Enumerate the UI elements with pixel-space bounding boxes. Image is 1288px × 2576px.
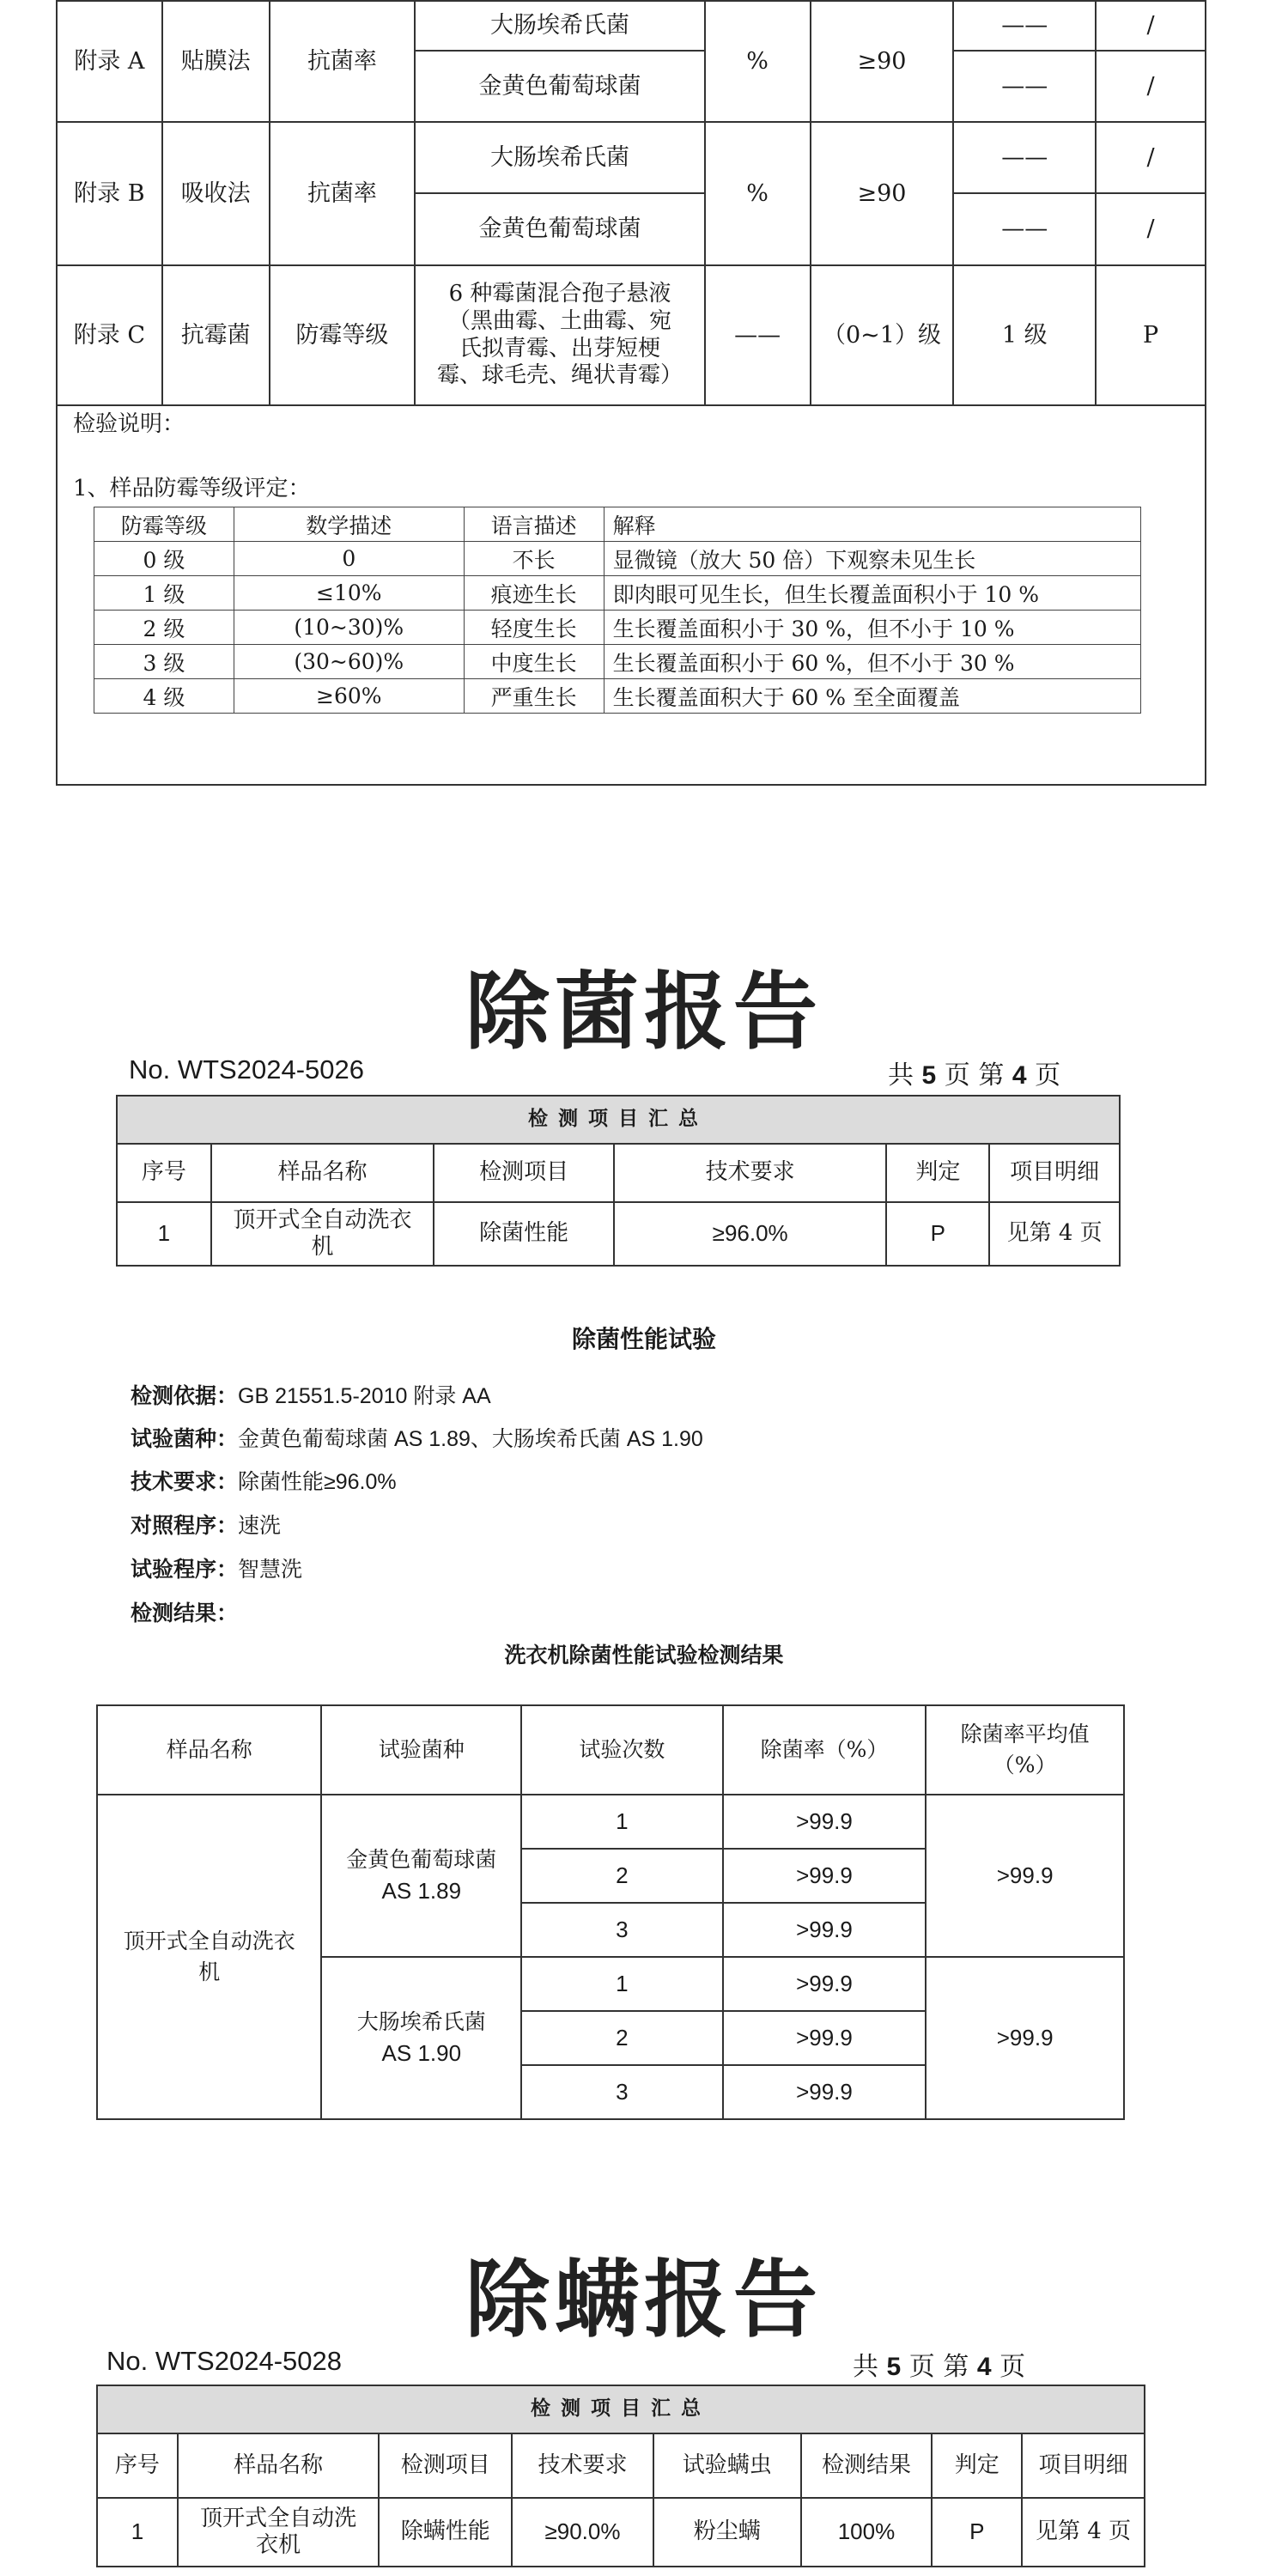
judge-cell: /: [1096, 122, 1206, 193]
table-cell: 1 级: [94, 576, 234, 611]
sterilization-rate: >99.9: [723, 2011, 927, 2065]
item-cell: 防霉等级: [270, 265, 416, 405]
result-cell: 1 级: [953, 265, 1096, 405]
sterilization-rate: >99.9: [723, 1903, 927, 1957]
table-cell: 即肉眼可见生长，但生长覆盖面积小于 10 %: [604, 576, 1140, 611]
test-basis: 检测依据：GB 21551.5-2010 附录 AA: [131, 1383, 491, 1408]
column-header: 试验螨虫: [653, 2433, 801, 2498]
average-rate: >99.9: [926, 1795, 1124, 1957]
trial-number: 2: [521, 2011, 723, 2065]
trial-number: 2: [521, 1849, 723, 1903]
sample-name: 顶开式全自动洗 衣机: [178, 2498, 380, 2567]
table-row: [97, 2498, 1145, 2567]
summary-header: 检测项目汇总: [97, 2385, 1145, 2433]
test-item: 除螨性能: [379, 2498, 512, 2567]
tech-requirement: ≥96.0%: [614, 1202, 887, 1266]
note-1: 1、样品防霉等级评定：: [73, 476, 311, 501]
requirement-cell: ≥90: [811, 122, 954, 265]
sample-name: 顶开式全自动洗衣 机: [211, 1202, 434, 1266]
result-cell: ——: [953, 1, 1096, 51]
mite-report-title: 除螨报告: [465, 2251, 823, 2349]
row-number: 1: [97, 2498, 178, 2567]
table-row: [117, 1202, 1120, 1266]
test-mite: 粉尘螨: [653, 2498, 801, 2567]
column-header: 检测项目: [379, 2433, 512, 2498]
judge-cell: /: [1096, 193, 1206, 265]
total-pages: 5: [921, 1061, 937, 1090]
column-header: 检测结果: [801, 2433, 933, 2498]
column-header: 数学描述: [234, 507, 464, 542]
unit-cell: %: [705, 122, 811, 265]
average-rate: >99.9: [926, 1957, 1124, 2119]
strain-line: （黑曲霉、土曲霉、宛: [447, 307, 671, 334]
test-strains: 试验菌种：金黄色葡萄球菌 AS 1.89、大肠埃希氏菌 AS 1.90: [131, 1426, 703, 1451]
strain-line: 6 种霉菌混合孢子悬液: [448, 281, 671, 307]
test-strain: 大肠埃希氏菌 AS 1.90: [321, 1957, 521, 2119]
column-header: 样品名称: [178, 2433, 380, 2498]
table-row: [97, 1795, 1124, 1849]
tech-requirement-line: 技术要求：除菌性能≥96.0%: [131, 1469, 397, 1494]
table-row: [94, 576, 1141, 611]
judge-cell: /: [1096, 1, 1206, 51]
appendix-section: [56, 0, 1206, 786]
row-number: 1: [117, 1202, 211, 1266]
trial-number: 3: [521, 1903, 723, 1957]
table-header-row: [97, 2433, 1145, 2498]
result-table-title: 洗衣机除菌性能试验检测结果: [504, 1643, 784, 1668]
sterilization-rate: >99.9: [723, 1957, 927, 2011]
table-cell: (10~30)%: [234, 611, 464, 645]
table-cell: 2 级: [94, 611, 234, 645]
table-cell: (30~60)%: [234, 645, 464, 679]
column-header: 判定: [886, 1144, 989, 1202]
notes-title: 检验说明：: [73, 411, 185, 437]
table-cell: 痕迹生长: [464, 576, 604, 611]
table-cell: 中度生长: [464, 645, 604, 679]
requirement-cell: （0~1）级: [811, 265, 954, 405]
bacteria-cell: 大肠埃希氏菌: [415, 122, 704, 193]
column-header: 解释: [604, 507, 1140, 542]
column-header: 样品名称: [97, 1705, 321, 1795]
table-cell: 轻度生长: [464, 611, 604, 645]
judge-cell: P: [1096, 265, 1206, 405]
report-number: No. WTS2024-5028: [106, 2346, 342, 2376]
bacteria-cell: 大肠埃希氏菌: [415, 1, 704, 51]
column-header: 项目明细: [989, 1144, 1120, 1202]
table-cell: ≥60%: [234, 679, 464, 714]
strain-cell: [415, 265, 704, 405]
unit-cell: ——: [705, 265, 811, 405]
summary-header-row: [97, 2385, 1145, 2433]
current-page: 4: [1012, 1061, 1027, 1090]
test-result: 100%: [801, 2498, 933, 2567]
column-header: 序号: [117, 1144, 211, 1202]
table-row: [94, 679, 1141, 714]
bacteria-cell: 金黄色葡萄球菌: [415, 193, 704, 265]
trial-number: 1: [521, 1795, 723, 1849]
table-cell: 4 级: [94, 679, 234, 714]
item-detail: 见第 4 页: [989, 1202, 1120, 1266]
column-header: 判定: [932, 2433, 1022, 2498]
table-row: [94, 645, 1141, 679]
appendix-cell: 附录 A: [57, 1, 162, 122]
test-section-title: 除菌性能试验: [571, 1325, 716, 1353]
summary-header-row: [117, 1096, 1120, 1144]
report-number: No. WTS2024-5026: [129, 1054, 364, 1084]
table-row: [94, 542, 1141, 576]
column-header: 试验菌种: [321, 1705, 521, 1795]
item-detail: 见第 4 页: [1022, 2498, 1145, 2567]
column-header: 技术要求: [512, 2433, 653, 2498]
appendix-cell: 附录 C: [57, 265, 162, 405]
judgement: P: [932, 2498, 1022, 2567]
result-cell: ——: [953, 51, 1096, 122]
method-cell: 贴膜法: [162, 1, 270, 122]
table-cell: 不长: [464, 542, 604, 576]
column-header: 项目明细: [1022, 2433, 1145, 2498]
page-indicator: 共 5 页 第 4 页: [888, 1060, 1061, 1091]
test-item: 除菌性能: [434, 1202, 614, 1266]
mold-grade-table: [94, 507, 1141, 714]
summary-header: 检测项目汇总: [117, 1096, 1120, 1144]
table-row: [94, 611, 1141, 645]
trial-number: 3: [521, 2065, 723, 2119]
table-cell: 生长覆盖面积小于 60 %，但不小于 30 %: [604, 645, 1140, 679]
column-header: 技术要求: [614, 1144, 887, 1202]
sterilization-result-table: [96, 1704, 1125, 2120]
item-cell: 抗菌率: [270, 122, 416, 265]
control-program: 对照程序：速洗: [131, 1513, 282, 1538]
table-cell: ≤10%: [234, 576, 464, 611]
method-cell: 吸收法: [162, 122, 270, 265]
table-row: [57, 1, 1206, 51]
item-cell: 抗菌率: [270, 1, 416, 122]
test-program: 试验程序：智慧洗: [131, 1557, 303, 1582]
trial-number: 1: [521, 1957, 723, 2011]
table-row: [57, 122, 1206, 193]
sterilization-report-title: 除菌报告: [465, 963, 823, 1061]
method-cell: 抗霉菌: [162, 265, 270, 405]
sterilization-summary-table: [116, 1095, 1121, 1267]
column-header: 除菌率（%）: [723, 1705, 927, 1795]
table-header-row: [97, 1705, 1124, 1795]
sterilization-rate: >99.9: [723, 1795, 927, 1849]
table-cell: 0: [234, 542, 464, 576]
judge-cell: /: [1096, 51, 1206, 122]
table-cell: 3 级: [94, 645, 234, 679]
table-header-row: [117, 1144, 1120, 1202]
column-header: 检测项目: [434, 1144, 614, 1202]
requirement-cell: ≥90: [811, 1, 954, 122]
column-header: 除菌率平均值 （%）: [926, 1705, 1124, 1795]
unit-cell: %: [705, 1, 811, 122]
page-indicator: 共 5 页 第 4 页: [853, 2352, 1026, 2382]
table-cell: 严重生长: [464, 679, 604, 714]
tech-requirement: ≥90.0%: [512, 2498, 653, 2567]
sterilization-rate: >99.9: [723, 1849, 927, 1903]
judgement: P: [886, 1202, 989, 1266]
column-header: 序号: [97, 2433, 178, 2498]
column-header: 样品名称: [211, 1144, 434, 1202]
result-cell: ——: [953, 122, 1096, 193]
strain-line: 霉、球毛壳、绳状青霉）: [436, 362, 683, 389]
table-cell: 生长覆盖面积大于 60 % 至全面覆盖: [604, 679, 1140, 714]
appendix-table: [56, 0, 1206, 406]
test-result-label: 检测结果：: [131, 1601, 239, 1625]
table-cell: 0 级: [94, 542, 234, 576]
table-cell: 显微镜（放大 50 倍）下观察未见生长: [604, 542, 1140, 576]
test-strain: 金黄色葡萄球菌 AS 1.89: [321, 1795, 521, 1957]
table-cell: 生长覆盖面积小于 30 %，但不小于 10 %: [604, 611, 1140, 645]
appendix-cell: 附录 B: [57, 122, 162, 265]
result-cell: ——: [953, 193, 1096, 265]
bacteria-cell: 金黄色葡萄球菌: [415, 51, 704, 122]
current-page: 4: [976, 2353, 992, 2381]
column-header: 试验次数: [521, 1705, 723, 1795]
strain-line: 氏拟青霉、出芽短梗: [459, 335, 660, 361]
table-row: [57, 265, 1206, 405]
sample-name: 顶开式全自动洗衣 机: [97, 1795, 321, 2119]
column-header: 语言描述: [464, 507, 604, 542]
total-pages: 5: [886, 2353, 902, 2381]
column-header: 防霉等级: [94, 507, 234, 542]
table-header-row: [94, 507, 1141, 542]
mite-summary-table: [96, 2385, 1145, 2567]
sterilization-rate: >99.9: [723, 2065, 927, 2119]
